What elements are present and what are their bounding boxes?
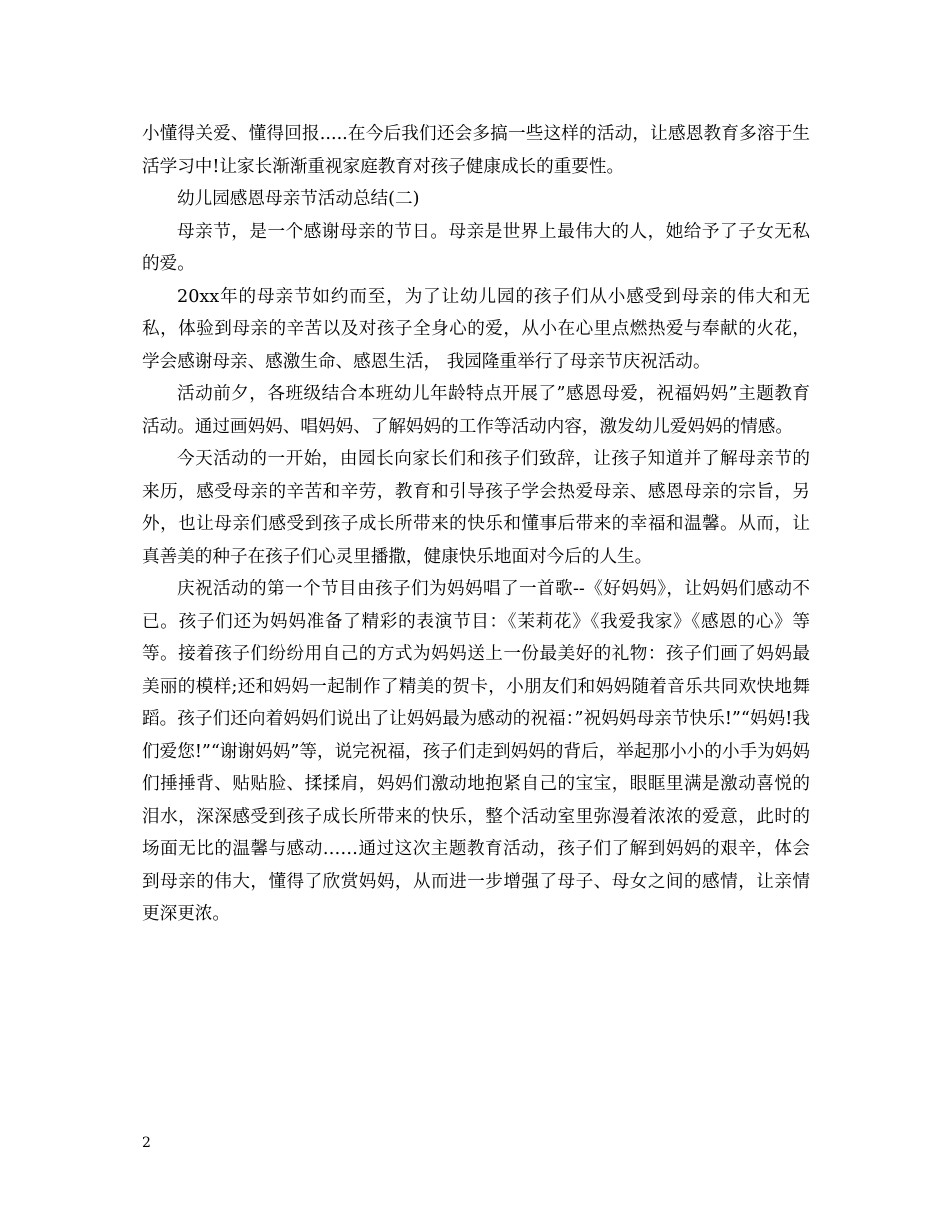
- paragraph-performances: 庆祝活动的第一个节目由孩子们为妈妈唱了一首歌--《好妈妈》，让妈妈们感动不已。孩子们还为妈妈准备了精彩的表演节目：《茉莉花》《我爱我家》《感恩的心》等等。接着孩子们纷纷用自己的方式为妈妈送上一份最美好的礼物：孩子们画了妈妈最美丽的模样;还和妈妈一起制作了精美的贺卡，小朋友们和妈妈随着音乐共同欢快地舞蹈。孩子们还向着妈妈们说出了让妈妈最为感动的祝福：”祝妈妈母亲节快乐!”“妈妈!我们爱您!”“谢谢妈妈”等，说完祝福，孩子们走到妈妈的背后，举起那小小的小手为妈妈们捶捶背、贴贴脸、揉揉肩，妈妈们激动地抱紧自己的宝宝，眼眶里满是激动喜悦的泪水，深深感受到孩子成长所带来的快乐，整个活动室里弥漫着浓浓的爱意，此时的场面无比的温馨与感动……通过这次主题教育活动，孩子们了解到妈妈的艰辛，体会到母亲的伟大，懂得了欣赏妈妈，从而进一步增强了母子、母女之间的感情，让亲情更深更浓。: [142, 579, 810, 924]
- page-number: 2: [142, 1135, 151, 1151]
- paragraph-celebration-announcement: 20xx年的母亲节如约而至，为了让幼儿园的孩子们从小感受到母亲的伟大和无私，体验到母亲的辛苦以及对孩子全身心的爱，从小在心里点燃热爱与奉献的火花，学会感谢母亲、感激生命、感恩生活， 我园隆重举行了母亲节庆祝活动。: [142, 286, 810, 372]
- paragraph-intro-continuation: 小懂得关爱、懂得回报.....在今后我们还会多搞一些这样的活动，让感恩教育多溶于生活学习中!让家长渐渐重视家庭教育对孩子健康成长的重要性。: [142, 124, 810, 177]
- document-body: [142, 118, 810, 931]
- section-heading: 幼儿园感恩母亲节活动总结(二): [177, 189, 420, 209]
- paragraph-opening-speech: 今天活动的一开始，由园长向家长们和孩子们致辞，让孩子知道并了解母亲节的来历，感受母亲的辛苦和辛劳，教育和引导孩子学会热爱母亲、感恩母亲的宗旨，另外，也让母亲们感受到孩子成长所带来的快乐和懂事后带来的幸福和温馨。从而，让真善美的种子在孩子们心灵里播撒，健康快乐地面对今后的人生。: [142, 449, 810, 567]
- paragraph-preparation: 活动前夕，各班级结合本班幼儿年龄特点开展了”感恩母爱，祝福妈妈”主题教育活动。通过画妈妈、唱妈妈、了解妈妈的工作等活动内容，激发幼儿爱妈妈的情感。: [142, 384, 810, 437]
- paragraph-mothers-day: 母亲节，是一个感谢母亲的节日。母亲是世界上最伟大的人，她给予了子女无私的爱。: [142, 221, 810, 274]
